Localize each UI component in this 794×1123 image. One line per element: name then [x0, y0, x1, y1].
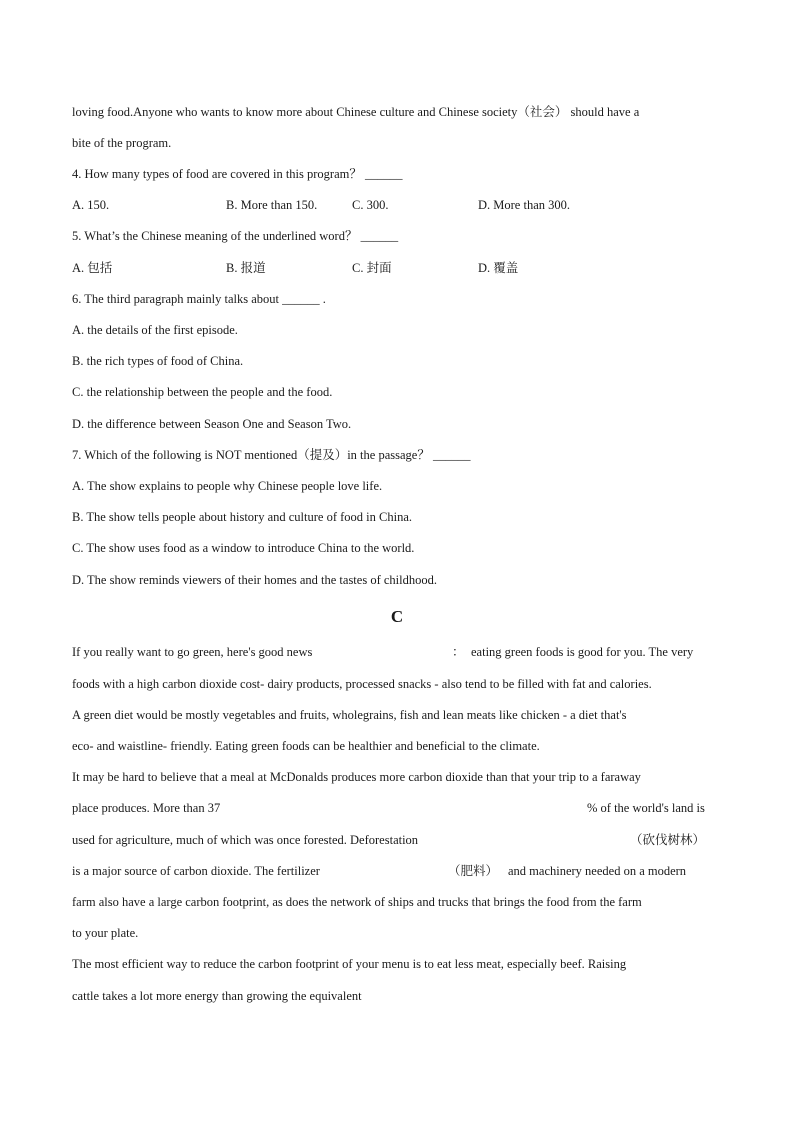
passage-line: The most efficient way to reduce the carbon footprint of your menu is to eat less meat, especially beef. Raising	[72, 957, 627, 971]
question-7-option-b: B. The show tells people about history and culture of food in China.	[72, 510, 412, 524]
section-heading: C	[390, 607, 404, 626]
question-4-option-d: D. More than 300.	[478, 198, 570, 212]
question-5-option-a: A. 包括	[72, 261, 113, 275]
passage-line: is a major source of carbon dioxide. The fertilizer	[72, 864, 320, 878]
passage-line: cattle takes a lot more energy than growing the equivalent	[72, 989, 362, 1003]
question-5-option-c: C. 封面	[352, 261, 392, 275]
passage-punctuation: ：	[452, 645, 465, 659]
passage-gloss: （砍伐树林）	[630, 833, 706, 847]
question-7-option-d: D. The show reminds viewers of their homes and the tastes of childhood.	[72, 573, 437, 587]
question-6-stem: 6. The third paragraph mainly talks about ______ .	[72, 292, 326, 306]
passage-line: It may be hard to believe that a meal at McDonalds produces more carbon dioxide than that your trip to a faraway	[72, 770, 641, 784]
question-4-option-b: B. More than 150.	[226, 198, 318, 212]
passage-line: place produces. More than 37	[72, 801, 221, 815]
passage-line: % of the world's land is	[587, 801, 705, 815]
passage-line: A green diet would be mostly vegetables and fruits, wholegrains, fish and lean meats like chicken - a diet that's	[72, 708, 627, 722]
question-6-option-b: B. the rich types of food of China.	[72, 354, 244, 368]
passage-line: and machinery needed on a modern	[508, 864, 687, 878]
passage-line: foods with a high carbon dioxide cost- dairy products, processed snacks - also tend to be filled with fat and calories.	[72, 677, 652, 691]
passage-line: farm also have a large carbon footprint, as does the network of ships and trucks that brings the food from the farm	[72, 895, 642, 909]
question-4-option-a: A. 150.	[72, 198, 110, 212]
passage-line: loving food.Anyone who wants to know more about Chinese culture and Chinese society（社会） should have a	[72, 105, 640, 119]
passage-line: used for agriculture, much of which was once forested. Deforestation	[72, 833, 419, 847]
question-6-option-a: A. the details of the first episode.	[72, 323, 238, 337]
question-5-stem: 5. What’s the Chinese meaning of the underlined word？ ______	[72, 229, 399, 243]
passage-gloss: （肥料）	[448, 864, 499, 878]
question-4-option-c: C. 300.	[352, 198, 389, 212]
question-6-option-c: C. the relationship between the people and the food.	[72, 385, 333, 399]
question-7-option-c: C. The show uses food as a window to introduce China to the world.	[72, 541, 415, 555]
question-4-stem: 4. How many types of food are covered in this program？ ______	[72, 167, 403, 181]
passage-line: bite of the program.	[72, 136, 172, 150]
question-5-option-d: D. 覆盖	[478, 261, 519, 275]
question-7-stem: 7. Which of the following is NOT mentioned（提及）in the passage？ ______	[72, 448, 471, 462]
question-6-option-d: D. the difference between Season One and Season Two.	[72, 417, 352, 431]
passage-line: to your plate.	[72, 926, 139, 940]
passage-line: eco- and waistline- friendly. Eating green foods can be healthier and beneficial to the climate.	[72, 739, 540, 753]
passage-line: If you really want to go green, here's good news	[72, 645, 313, 659]
question-7-option-a: A. The show explains to people why Chinese people love life.	[72, 479, 383, 493]
question-5-option-b: B. 报道	[226, 261, 266, 275]
passage-line: eating green foods is good for you. The very	[471, 645, 694, 659]
